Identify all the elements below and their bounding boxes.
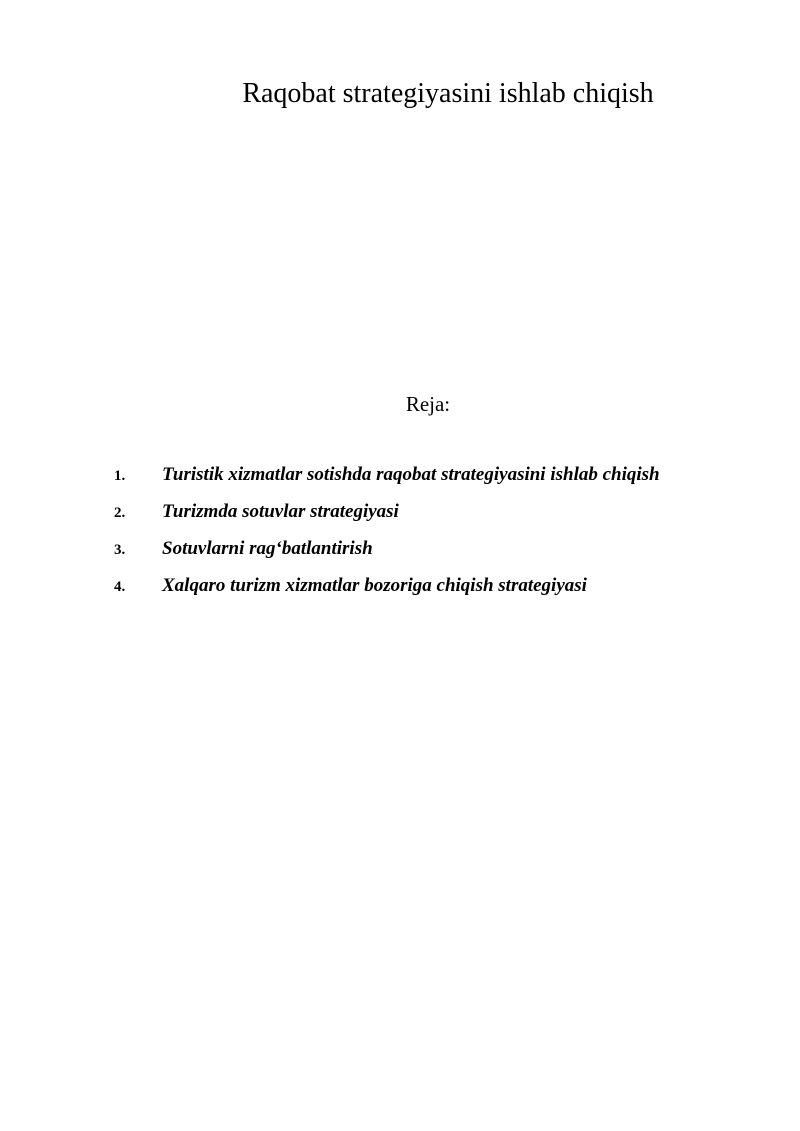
- plan-item-text: Xalqaro turizm xizmatlar bozoriga chiqish strategiyasi: [162, 575, 587, 596]
- plan-heading: Reja:: [405, 392, 451, 416]
- document-title: Raqobat strategiyasini ishlab chiqish: [242, 78, 654, 109]
- plan-item-number: 2.: [114, 505, 126, 521]
- plan-item-text: Turizmda sotuvlar strategiyasi: [162, 501, 399, 522]
- plan-item-text: Sotuvlarni rag‘batlantirish: [162, 538, 373, 559]
- plan-item-4: [0, 572, 800, 609]
- plan-item-3: [0, 535, 800, 572]
- plan-item-number: 1.: [114, 468, 126, 484]
- plan-item-text: Turistik xizmatlar sotishda raqobat strategiyasini ishlab chiqish: [162, 464, 660, 485]
- plan-item-number: 3.: [114, 542, 126, 558]
- plan-item-2: [0, 498, 800, 535]
- plan-list: [0, 461, 800, 609]
- plan-item-number: 4.: [114, 579, 126, 595]
- plan-item-1: [0, 461, 800, 498]
